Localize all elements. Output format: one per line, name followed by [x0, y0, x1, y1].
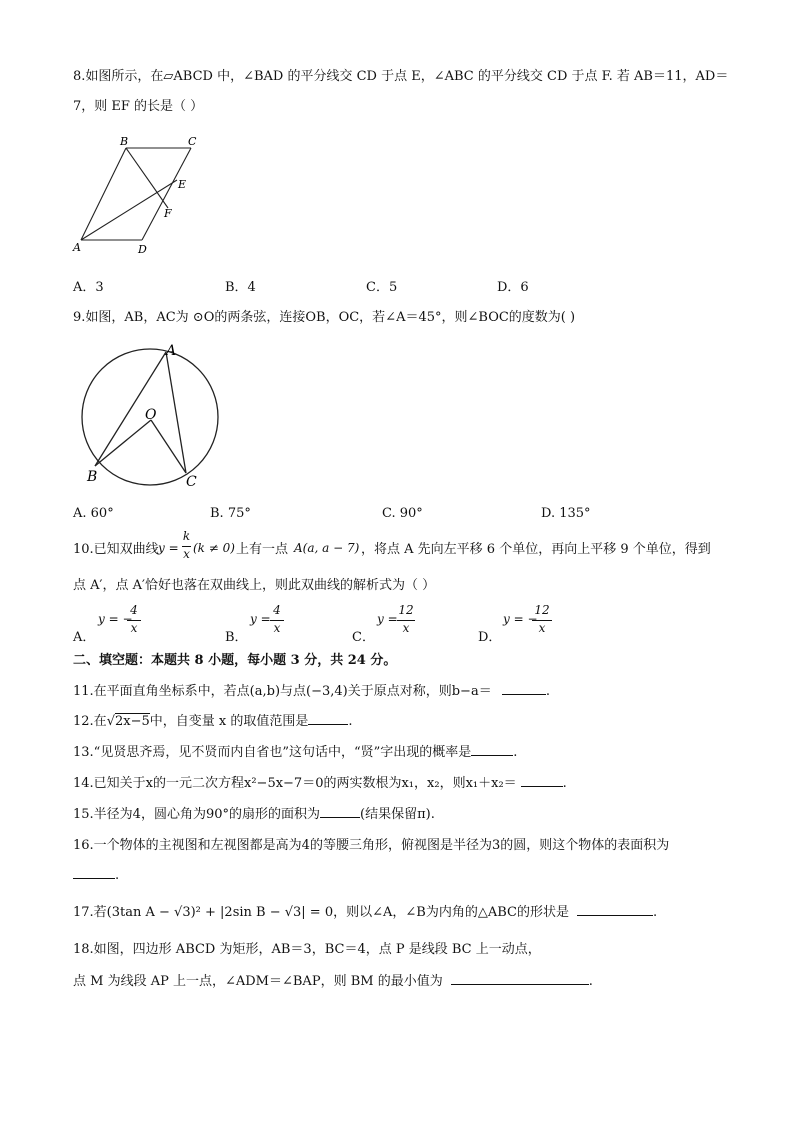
q10-option-c-lhs: y =	[377, 612, 398, 626]
q11-text: 11.在平面直角坐标系中，若点(a,b)与点(−3,4)关于原点对称，则b−a＝	[73, 684, 492, 699]
q10-option-c-num: 12	[398, 603, 414, 617]
q12-end: .	[348, 714, 353, 729]
q12-text-start: 12.在	[73, 714, 107, 729]
q16-answer-blank[interactable]	[73, 866, 115, 879]
q8-parallelogram-figure	[70, 134, 200, 256]
q13-text: 13.“见贤思齐焉，见不贤而内自省也”这句话中，“贤”字出现的概率是	[73, 745, 472, 760]
q10-option-d-den: x	[538, 621, 546, 635]
q8-text-line2: 7，则 EF 的长是（ ）	[73, 99, 204, 114]
q10-condition: (k ≠ 0)	[193, 541, 235, 555]
q12-answer-blank[interactable]	[308, 712, 348, 725]
q10-text-mid: 上有一点	[236, 542, 289, 557]
q9-text: 9.如图，AB，AC为 ⊙O的两条弦，连接OB，OC，若∠A＝45°，则∠BOC的度数为( )	[73, 310, 576, 325]
q16-end: .	[115, 868, 120, 883]
q12-radicand: 2x−5	[114, 714, 150, 729]
q9-circle-figure	[75, 342, 225, 492]
q10-option-d-lhs: y = −	[503, 612, 538, 626]
q10-option-b-lhs: y =	[250, 612, 271, 626]
q10-option-a-fraction	[127, 603, 141, 639]
q18-end: .	[588, 974, 593, 989]
q10-option-a-num: 4	[130, 603, 138, 617]
q9-option-c[interactable]: C. 90°	[382, 506, 423, 521]
q17-text: 17.若(3tan A − √3)² + |2sin B − √3| = 0，则以∠A，∠B为内角的△ABC的形状是	[73, 905, 569, 920]
q10-formula-lhs: y =	[158, 541, 179, 555]
label-b: B	[87, 469, 98, 485]
q13-answer-blank[interactable]	[471, 743, 513, 756]
q8-option-d[interactable]: D．6	[497, 280, 529, 295]
q11-answer-blank[interactable]	[502, 682, 546, 695]
label-b: B	[120, 135, 129, 148]
q10-option-b-label[interactable]: B．	[225, 630, 248, 645]
q14-answer-blank[interactable]	[521, 774, 563, 787]
q10-fraction-num: k	[182, 529, 191, 543]
q14-text: 14.已知关于x的一元二次方程x²−5x−7＝0的两实数根为x₁，x₂，则x₁＋x₂＝	[73, 776, 517, 791]
q11-line	[73, 682, 550, 702]
q15-answer-blank[interactable]	[320, 805, 360, 818]
q10-option-c-fraction	[397, 603, 415, 639]
q17-line	[73, 903, 657, 923]
q8-option-c[interactable]: C．5	[366, 280, 398, 295]
segment-oc	[151, 420, 186, 473]
chord-ac	[166, 352, 186, 473]
edge-cd	[142, 148, 191, 240]
q12-text-mid: 中，自变量 x 的取值范围是	[149, 714, 309, 729]
q13-line	[73, 743, 517, 763]
section-2-heading: 二、填空题：本题共 8 小题，每小题 3 分，共 24 分。	[73, 653, 397, 668]
q9-option-b[interactable]: B. 75°	[210, 506, 251, 521]
label-o: O	[145, 407, 157, 423]
q16-text-line1: 16.一个物体的主视图和左视图都是高为4的等腰三角形，俯视图是半径为3的圆，则这个物体的表面积为	[73, 838, 670, 853]
q18-text-line2: 点 M 为线段 AP 上一点，∠ADM＝∠BAP，则 BM 的最小值为	[73, 974, 443, 989]
q10-fraction-den: x	[183, 547, 190, 561]
q10-option-a-den: x	[130, 621, 138, 635]
q18-line2	[73, 972, 593, 992]
q8-option-b[interactable]: B．4	[225, 280, 256, 295]
q10-text-line2: 点 A′，点 A′恰好也落在双曲线上，则此双曲线的解析式为（ ）	[73, 578, 436, 593]
label-a: A	[166, 343, 177, 359]
q10-option-b-den: x	[273, 621, 281, 635]
q10-option-a-lhs: y = −	[98, 612, 133, 626]
q10-point: A(a, a − 7)	[294, 541, 360, 555]
q10-option-d-num: 12	[534, 603, 550, 617]
q10-fraction	[182, 529, 191, 565]
label-c: C	[186, 474, 197, 490]
q9-option-d[interactable]: D. 135°	[541, 506, 591, 521]
q10-option-b-num: 4	[273, 603, 281, 617]
q18-text-line1: 18.如图，四边形 ABCD 为矩形，AB＝3，BC＝4，点 P 是线段 BC 上一动点，	[73, 942, 541, 957]
q17-end: .	[652, 905, 658, 920]
q11-end: .	[545, 684, 550, 699]
label-e: E	[178, 178, 187, 191]
label-a: A	[73, 241, 81, 254]
q14-line	[73, 774, 567, 794]
segment-ob	[95, 420, 151, 466]
q10-option-c-label[interactable]: C．	[352, 630, 375, 645]
label-f: F	[164, 207, 172, 220]
q15-text-end: (结果保留π).	[360, 807, 435, 822]
q8-text-line1: 8.如图所示，在▱ABCD 中，∠BAD 的平分线交 CD 于点 E，∠ABC 的平分线交 CD 于点 F. 若 AB＝11，AD＝	[73, 69, 729, 84]
q10-option-d-label[interactable]: D．	[478, 630, 502, 645]
q12-sqrt-sign: √	[106, 714, 115, 729]
q10-text-start: 10.已知双曲线	[73, 542, 159, 557]
q8-option-a[interactable]: A．3	[73, 280, 104, 295]
q10-option-c-den: x	[402, 621, 410, 635]
q10-option-d-fraction	[532, 603, 552, 639]
q13-end: .	[513, 745, 518, 760]
q14-end: .	[562, 776, 567, 791]
q15-text-start: 15.半径为4，圆心角为90°的扇形的面积为	[73, 807, 320, 822]
q16-line2	[73, 866, 119, 886]
q17-answer-blank[interactable]	[577, 903, 653, 916]
q10-text-end: ，将点 A 先向左平移 6 个单位，再向上平移 9 个单位，得到	[361, 542, 711, 557]
q10-option-b-fraction	[270, 603, 284, 639]
q18-answer-blank[interactable]	[451, 972, 589, 985]
q10-option-a-label[interactable]: A．	[73, 630, 96, 645]
label-c: C	[188, 135, 197, 148]
label-d: D	[138, 243, 147, 256]
q15-line	[73, 805, 435, 825]
q12-line	[73, 712, 353, 732]
q9-option-a[interactable]: A. 60°	[73, 506, 114, 521]
